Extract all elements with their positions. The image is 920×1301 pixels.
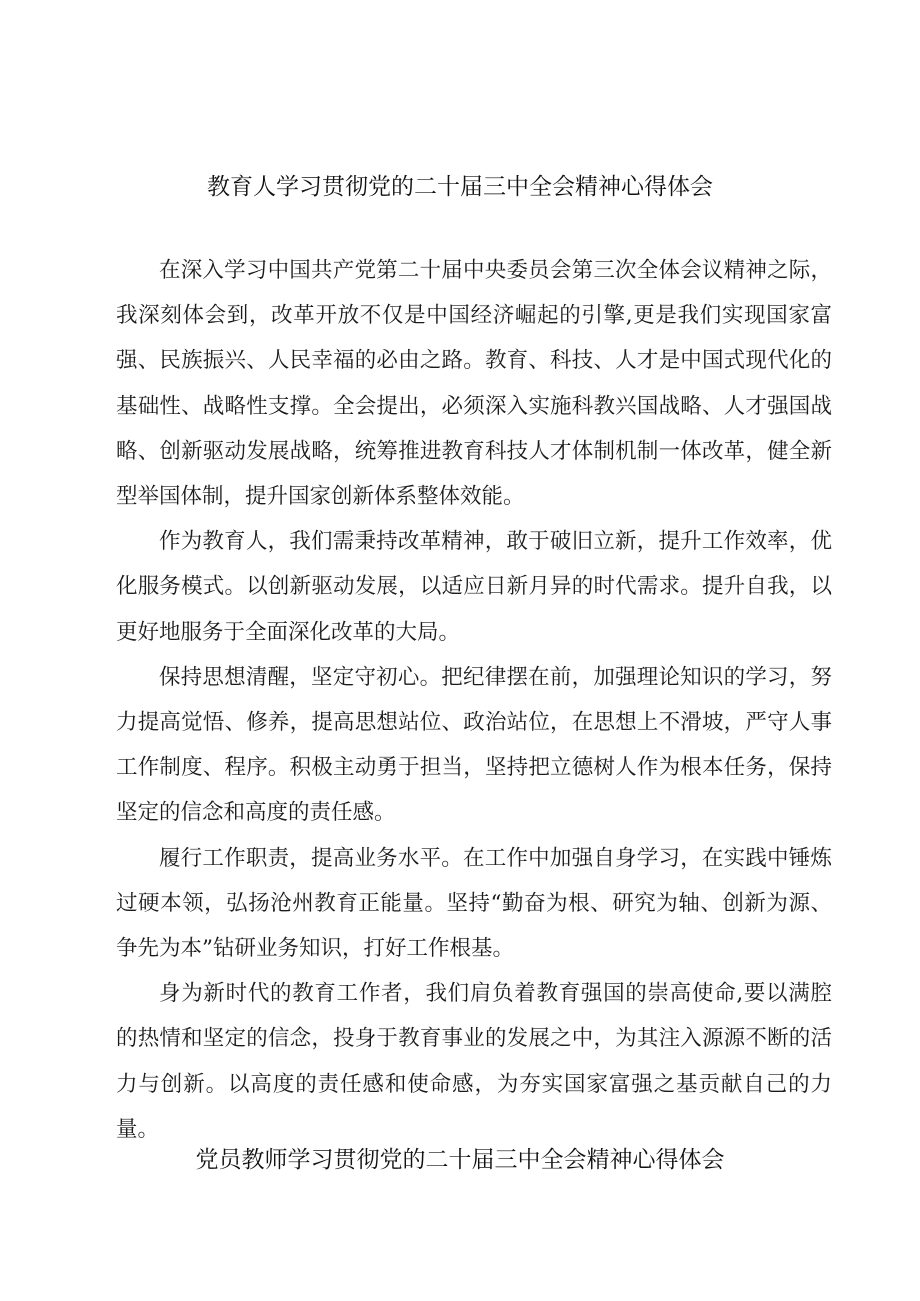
body-paragraph: 履行工作职责，提高业务水平。在工作中加强自身学习，在实践中锤炼过硬本领，弘扬沧州教育正能量。坚持“勤奋为根、研究为轴、创新为源、争先为本”钻研业务知识，打好工作根基。 (116, 845, 832, 962)
document-title: 教育人学习贯彻党的二十届三中全会精神心得体会 (207, 174, 713, 200)
body-paragraph: 身为新时代的教育工作者，我们肩负着教育强国的崇高使命,要以满腔的热情和坚定的信念，投身于教育事业的发展之中，为其注入源源不断的活力与创新。以高度的责任感和使命感，为夯实国家富强之基贡献自己的力量。 (116, 981, 832, 1142)
body-paragraph: 作为教育人，我们需秉持改革精神，敢于破旧立新，提升工作效率，优化服务模式。以创新驱动发展，以适应日新月异的时代需求。提升自我，以更好地服务于全面深化改革的大局。 (116, 529, 832, 645)
document-body (116, 248, 832, 1152)
body-paragraph: 保持思想清醒，坚定守初心。把纪律摆在前，加强理论知识的学习，努力提高觉悟、修养，提高思想站位、政治站位，在思想上不滑坡，严守人事工作制度、程序。积极主动勇于担当，坚持把立德树人作为根本任务，保持坚定的信念和高度的责任感。 (116, 664, 832, 826)
body-paragraph: 在深入学习中国共产党第二十届中央委员会第三次全体会议精神之际，我深刻体会到，改革开放不仅是中国经济崛起的引擎,更是我们实现国家富强、民族振兴、人民幸福的必由之路。教育、科技、人才是中国式现代化的基础性、战略性支撑。全会提出，必须深入实施科教兴国战略、人才强国战略、创新驱动发展战略，统筹推进教育科技人才体制机制一体改革，健全新型举国体制，提升国家创新体系整体效能。 (116, 258, 832, 510)
second-article-title: 党员教师学习贯彻党的二十届三中全会精神心得体会 (195, 1147, 725, 1173)
